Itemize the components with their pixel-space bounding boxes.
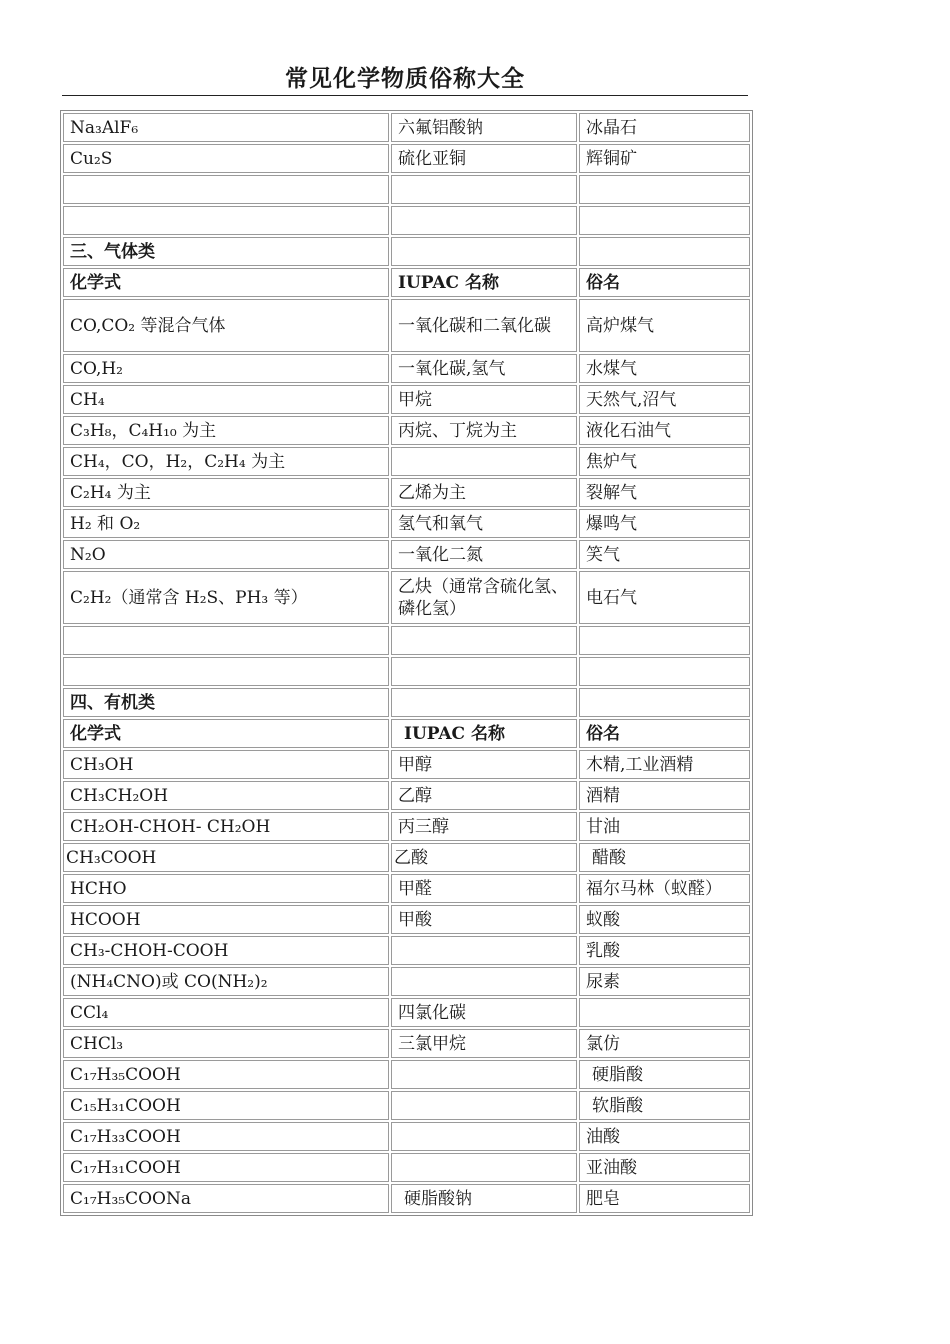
table-row (63, 354, 750, 383)
common-name-cell (579, 206, 750, 235)
table-row (63, 478, 750, 507)
common-name-cell (579, 237, 750, 266)
common-name-cell: 裂解气 (579, 478, 750, 507)
table-row (63, 1122, 750, 1151)
formula-cell: CH₃COOH (63, 843, 389, 872)
iupac-name-cell: 一氧化碳,氢气 (391, 354, 577, 383)
column-header-formula: 化学式 (63, 268, 389, 297)
formula-cell: CH₂OH-CHOH- CH₂OH (63, 812, 389, 841)
common-name-cell: 肥皂 (579, 1184, 750, 1213)
iupac-name-cell (391, 626, 577, 655)
common-name-cell: 尿素 (579, 967, 750, 996)
iupac-name-cell: 氢气和氧气 (391, 509, 577, 538)
common-name-cell: 高炉煤气 (579, 299, 750, 352)
common-name-cell: 硬脂酸 (579, 1060, 750, 1089)
formula-cell: CHCl₃ (63, 1029, 389, 1058)
common-name-cell: 甘油 (579, 812, 750, 841)
iupac-name-cell: 四氯化碳 (391, 998, 577, 1027)
section-heading-row (63, 688, 750, 717)
table-row (63, 206, 750, 235)
iupac-name-cell (391, 237, 577, 266)
iupac-name-cell (391, 447, 577, 476)
table-row (63, 540, 750, 569)
formula-cell: (NH₄CNO)或 CO(NH₂)₂ (63, 967, 389, 996)
common-name-cell: 氯仿 (579, 1029, 750, 1058)
section-heading-row (63, 237, 750, 266)
formula-cell (63, 175, 389, 204)
iupac-name-cell: 六氟铝酸钠 (391, 113, 577, 142)
column-header-common-name: 俗名 (579, 268, 750, 297)
column-header-formula: 化学式 (63, 719, 389, 748)
common-name-cell: 乳酸 (579, 936, 750, 965)
common-name-cell: 木精,工业酒精 (579, 750, 750, 779)
common-name-cell: 冰晶石 (579, 113, 750, 142)
iupac-name-cell: 甲醇 (391, 750, 577, 779)
formula-cell: CO,CO₂ 等混合气体 (63, 299, 389, 352)
iupac-name-cell: 三氯甲烷 (391, 1029, 577, 1058)
iupac-name-cell (391, 1060, 577, 1089)
table-row (63, 905, 750, 934)
formula-cell: CH₄ (63, 385, 389, 414)
formula-cell: CH₄，CO，H₂，C₂H₄ 为主 (63, 447, 389, 476)
formula-cell: C₁₇H₃₅COONa (63, 1184, 389, 1213)
column-header-row (63, 268, 750, 297)
table-row (63, 1029, 750, 1058)
formula-cell: C₃H₈，C₄H₁₀ 为主 (63, 416, 389, 445)
formula-cell: CO,H₂ (63, 354, 389, 383)
formula-cell: Na₃AlF₆ (63, 113, 389, 142)
table-row (63, 967, 750, 996)
section-heading: 三、气体类 (63, 237, 389, 266)
table-row (63, 1184, 750, 1213)
iupac-name-cell: 甲烷 (391, 385, 577, 414)
table-row (63, 175, 750, 204)
table-row (63, 1153, 750, 1182)
common-name-cell: 天然气,沼气 (579, 385, 750, 414)
formula-cell: CCl₄ (63, 998, 389, 1027)
formula-cell: C₁₇H₃₅COOH (63, 1060, 389, 1089)
formula-cell: CH₃-CHOH-COOH (63, 936, 389, 965)
table-row (63, 509, 750, 538)
common-name-cell (579, 657, 750, 686)
common-name-cell: 液化石油气 (579, 416, 750, 445)
common-name-cell: 福尔马林（蚁醛） (579, 874, 750, 903)
iupac-name-cell: 乙醇 (391, 781, 577, 810)
table-row (63, 781, 750, 810)
formula-cell: CH₃CH₂OH (63, 781, 389, 810)
iupac-name-cell: 丙烷、丁烷为主 (391, 416, 577, 445)
formula-cell (63, 626, 389, 655)
column-header-row (63, 719, 750, 748)
iupac-name-cell (391, 967, 577, 996)
title-underline (62, 95, 748, 96)
common-name-cell (579, 998, 750, 1027)
table-row (63, 936, 750, 965)
formula-cell (63, 657, 389, 686)
table-row (63, 1091, 750, 1120)
common-name-cell: 水煤气 (579, 354, 750, 383)
column-header-iupac: IUPAC 名称 (391, 719, 577, 748)
iupac-name-cell (391, 1091, 577, 1120)
table-row (63, 144, 750, 173)
chemical-names-table (60, 110, 753, 1216)
formula-cell: HCHO (63, 874, 389, 903)
formula-cell: C₁₇H₃₁COOH (63, 1153, 389, 1182)
common-name-cell: 蚁酸 (579, 905, 750, 934)
iupac-name-cell: 乙炔（通常含硫化氢、磷化氢） (391, 571, 577, 624)
table-row (63, 447, 750, 476)
common-name-cell: 油酸 (579, 1122, 750, 1151)
iupac-name-cell: 甲酸 (391, 905, 577, 934)
table-row (63, 843, 750, 872)
table-row (63, 874, 750, 903)
common-name-cell (579, 626, 750, 655)
formula-cell: N₂O (63, 540, 389, 569)
formula-cell: H₂ 和 O₂ (63, 509, 389, 538)
page-title: 常见化学物质俗称大全 (285, 66, 525, 92)
common-name-cell (579, 175, 750, 204)
iupac-name-cell (391, 936, 577, 965)
common-name-cell: 辉铜矿 (579, 144, 750, 173)
formula-cell: HCOOH (63, 905, 389, 934)
formula-cell: CH₃OH (63, 750, 389, 779)
table-row (63, 750, 750, 779)
iupac-name-cell: 硫化亚铜 (391, 144, 577, 173)
common-name-cell: 笑气 (579, 540, 750, 569)
iupac-name-cell (391, 175, 577, 204)
iupac-name-cell: 丙三醇 (391, 812, 577, 841)
common-name-cell (579, 688, 750, 717)
section-heading: 四、有机类 (63, 688, 389, 717)
formula-cell (63, 206, 389, 235)
column-header-common-name: 俗名 (579, 719, 750, 748)
formula-cell: C₂H₄ 为主 (63, 478, 389, 507)
iupac-name-cell (391, 657, 577, 686)
common-name-cell: 醋酸 (579, 843, 750, 872)
formula-cell: C₁₇H₃₃COOH (63, 1122, 389, 1151)
common-name-cell: 电石气 (579, 571, 750, 624)
common-name-cell: 爆鸣气 (579, 509, 750, 538)
iupac-name-cell: 一氧化二氮 (391, 540, 577, 569)
table-row (63, 571, 750, 624)
iupac-name-cell: 乙烯为主 (391, 478, 577, 507)
table-row (63, 416, 750, 445)
common-name-cell: 酒精 (579, 781, 750, 810)
iupac-name-cell (391, 1122, 577, 1151)
table-row (63, 998, 750, 1027)
iupac-name-cell (391, 688, 577, 717)
table-row (63, 113, 750, 142)
table-row (63, 657, 750, 686)
table-row (63, 385, 750, 414)
common-name-cell: 亚油酸 (579, 1153, 750, 1182)
common-name-cell: 软脂酸 (579, 1091, 750, 1120)
table-row (63, 1060, 750, 1089)
table-row (63, 299, 750, 352)
iupac-name-cell: 硬脂酸钠 (391, 1184, 577, 1213)
formula-cell: C₂H₂（通常含 H₂S、PH₃ 等） (63, 571, 389, 624)
iupac-name-cell (391, 206, 577, 235)
iupac-name-cell: 乙酸 (391, 843, 577, 872)
table-row (63, 626, 750, 655)
formula-cell: C₁₅H₃₁COOH (63, 1091, 389, 1120)
iupac-name-cell: 一氧化碳和二氧化碳 (391, 299, 577, 352)
column-header-iupac: IUPAC 名称 (391, 268, 577, 297)
formula-cell: Cu₂S (63, 144, 389, 173)
iupac-name-cell (391, 1153, 577, 1182)
table-row (63, 812, 750, 841)
iupac-name-cell: 甲醛 (391, 874, 577, 903)
common-name-cell: 焦炉气 (579, 447, 750, 476)
